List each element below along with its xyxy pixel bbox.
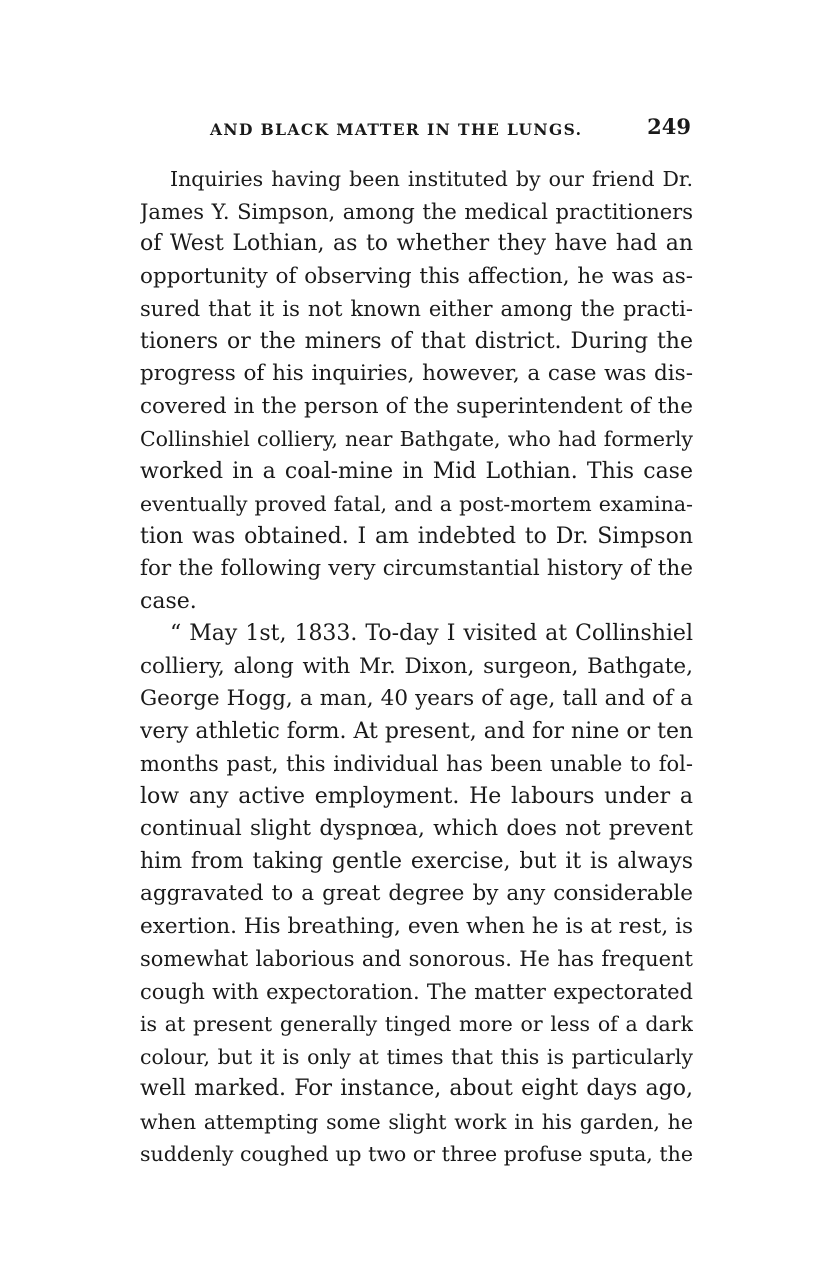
text-line: well marked. For instance, about eight days ago, (140, 1076, 693, 1101)
text-line: George Hogg, a man, 40 years of age, tall and of a (140, 686, 693, 711)
text-line: continual slight dyspnœa, which does not prevent (140, 816, 693, 841)
text-line: very athletic form. At present, and for nine or ten (140, 718, 693, 744)
text-line: covered in the person of the superintendent of the (140, 393, 693, 419)
text-line: for the following very circumstantial history of the (140, 556, 693, 581)
text-line: aggravated to a great degree by any considerable (140, 881, 693, 906)
text-line: sured that it is not known either among the practi- (140, 297, 693, 321)
text-line: progress of his inquiries, however, a case was dis- (140, 361, 693, 386)
text-line: tion was obtained. I am indebted to Dr. Simpson (140, 523, 693, 549)
text-line: James Y. Simpson, among the medical practitioners (140, 199, 693, 224)
text-line: is at present generally tinged more or less of a dark (140, 1012, 693, 1036)
text-line: exertion. His breathing, even when he is at rest, is (140, 913, 693, 939)
text-line: cough with expectoration. The matter expectorated (140, 979, 693, 1004)
text-line: suddenly coughed up two or three profuse sputa, the (140, 1142, 693, 1166)
text-line: case. (140, 588, 197, 614)
text-line: when attempting some slight work in his garden, he (140, 1109, 693, 1134)
text-line: opportunity of observing this affection, he was as- (140, 263, 693, 289)
text-line: somewhat laborious and sonorous. He has frequent (140, 947, 693, 971)
text-line: of West Lothian, as to whether they have had an (140, 231, 693, 256)
body-text (140, 163, 693, 1171)
page-number: 249 (647, 114, 691, 139)
text-line: eventually proved fatal, and a post-mortem examina- (140, 492, 693, 516)
text-line: Inquiries having been instituted by our friend Dr. (170, 167, 693, 191)
text-line: colour, but it is only at times that this is particularly (140, 1044, 693, 1069)
text-line: colliery, along with Mr. Dixon, surgeon, Bathgate, (140, 653, 693, 679)
text-line: months past, this individual has been unable to fol- (140, 752, 693, 776)
text-line: tioners or the miners of that district. During the (140, 328, 693, 354)
text-line: Collinshiel colliery, near Bathgate, who had formerly (140, 427, 693, 451)
running-title: AND BLACK MATTER IN THE LUNGS. (210, 120, 583, 139)
text-line: “ May 1st, 1833. To-day I visited at Collinshiel (170, 621, 693, 646)
text-line: low any active employment. He labours under a (140, 783, 693, 809)
running-head (140, 114, 693, 146)
text-line: worked in a coal-mine in Mid Lothian. This case (140, 458, 693, 484)
text-line: him from taking gentle exercise, but it is always (140, 848, 693, 874)
